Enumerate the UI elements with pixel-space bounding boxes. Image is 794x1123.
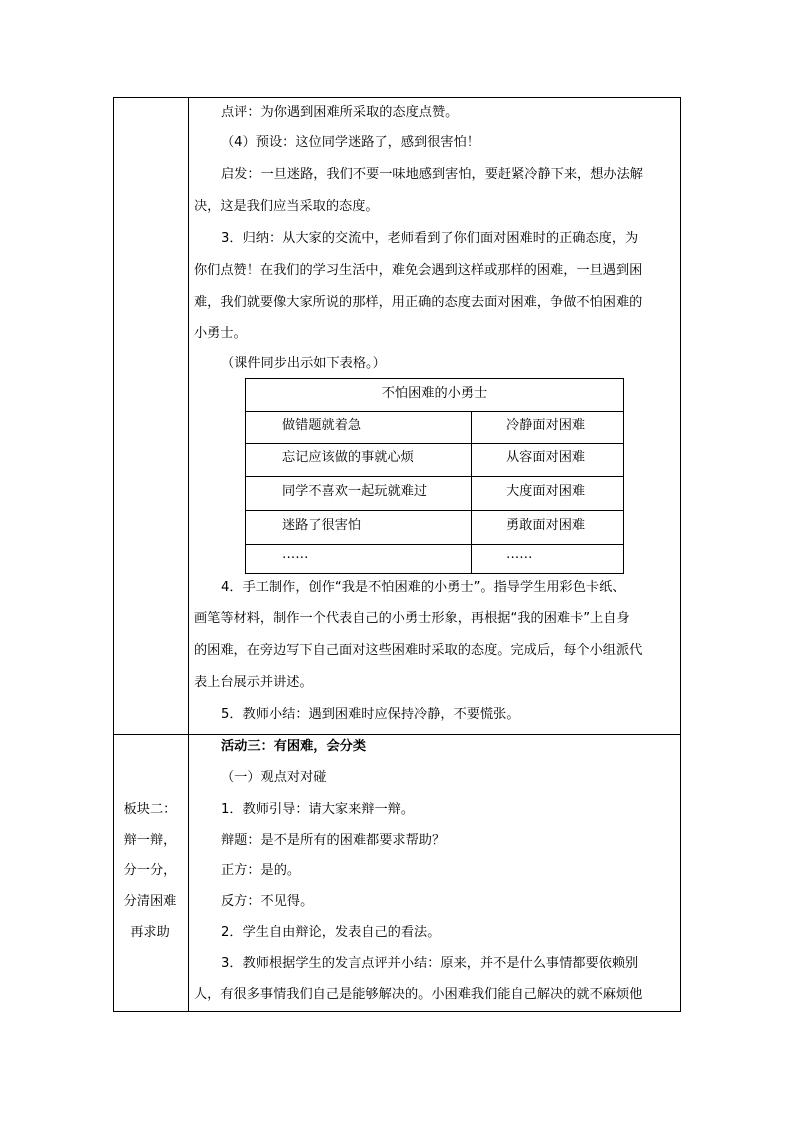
paragraph-craft-4-cont1: 画笔等材料，制作一个代表自己的小勇士形象，再根据“我的困难卡”上自身 [194, 611, 630, 626]
paragraph-summary-3: 3．归纳：从大家的交流中，老师看到了你们面对困难时的正确态度，为 [221, 231, 639, 246]
table-cell: …… [282, 547, 309, 562]
row-divider [114, 734, 680, 735]
brave-table [245, 378, 624, 574]
table-cell: 勇敢面对困难 [506, 518, 586, 533]
paragraph-courseware-note: （课件同步出示如下表格。） [221, 356, 386, 371]
paragraph-inspire-cont: 决，这是我们应当采取的态度。 [194, 199, 379, 214]
paragraph-debate-topic: 辩题：是不是所有的困难都要求帮助？ [221, 833, 446, 848]
paragraph-comment: 点评：为你遇到困难所采取的态度点赞。 [221, 105, 459, 120]
paragraph-teacher-summary-5: 5．教师小结：遇到困难时应保持冷静，不要慌张。 [221, 707, 520, 722]
table-cell: …… [506, 547, 533, 562]
section-label-line: 分清困难 [123, 894, 177, 909]
table-cell: 从容面对困难 [506, 450, 586, 465]
paragraph-inspire: 启发：一旦迷路，我们不要一味地感到害怕，要赶紧冷静下来，想办法解 [221, 167, 643, 182]
paragraph-summary-3-cont2: 难，我们就要像大家所说的那样，用正确的态度去面对困难，争做不怕困难的 [194, 295, 643, 310]
table-cell: 冷静面对困难 [506, 418, 586, 433]
table-cell: 迷路了很害怕 [282, 518, 362, 533]
paragraph-preset-4: （4）预设：这位同学迷路了，感到很害怕！ [221, 135, 480, 150]
paragraph-summary-3-cont1: 你们点赞！在我们的学习生活中，难免会遇到这样或那样的困难，一旦遇到困 [194, 263, 643, 278]
table-cell: 忘记应该做的事就心烦 [282, 450, 414, 465]
paragraph-craft-4-cont2: 的困难，在旁边写下自己面对这些困难时采取的态度。完成后，每个小组派代 [194, 643, 643, 658]
table-cell: 大度面对困难 [506, 484, 586, 499]
paragraph-teacher-comment-3-cont: 人，有很多事情我们自己是能够解决的。小困难我们能自己解决的就不麻烦他 [194, 987, 643, 1002]
paragraph-summary-3-cont3: 小勇士。 [194, 326, 247, 341]
table-cell: 同学不喜欢一起玩就难过 [282, 484, 428, 499]
section-label-line: 分一分， [123, 863, 177, 878]
brave-table-title: 不怕困难的小勇士 [381, 386, 488, 401]
paragraph-con-side: 反方：不见得。 [221, 894, 314, 909]
paragraph-guide-1: 1．教师引导：请大家来辩一辩。 [221, 802, 415, 817]
section-label-line: 板块二： [123, 802, 177, 817]
paragraph-craft-4: 4．手工制作，创作“我是不怕困难的小勇士”。指导学生用彩色卡纸、 [221, 580, 626, 595]
table-cell: 做错题就着急 [282, 418, 362, 433]
paragraph-teacher-comment-3: 3．教师根据学生的发言点评并小结：原来，并不是什么事情都要依赖别 [221, 956, 639, 971]
activity-title: 活动三：有困难，会分类 [221, 739, 367, 754]
column-divider [188, 98, 189, 1011]
section-label-line: 再求助 [130, 925, 170, 940]
paragraph-free-debate-2: 2．学生自由辩论，发表自己的看法。 [221, 925, 441, 940]
subheading-debate: （一）观点对对碰 [221, 770, 327, 785]
paragraph-pro-side: 正方：是的。 [221, 863, 301, 878]
section-label-line: 辩一辩， [123, 833, 177, 848]
paragraph-craft-4-cont3: 表上台展示并讲述。 [194, 675, 313, 690]
